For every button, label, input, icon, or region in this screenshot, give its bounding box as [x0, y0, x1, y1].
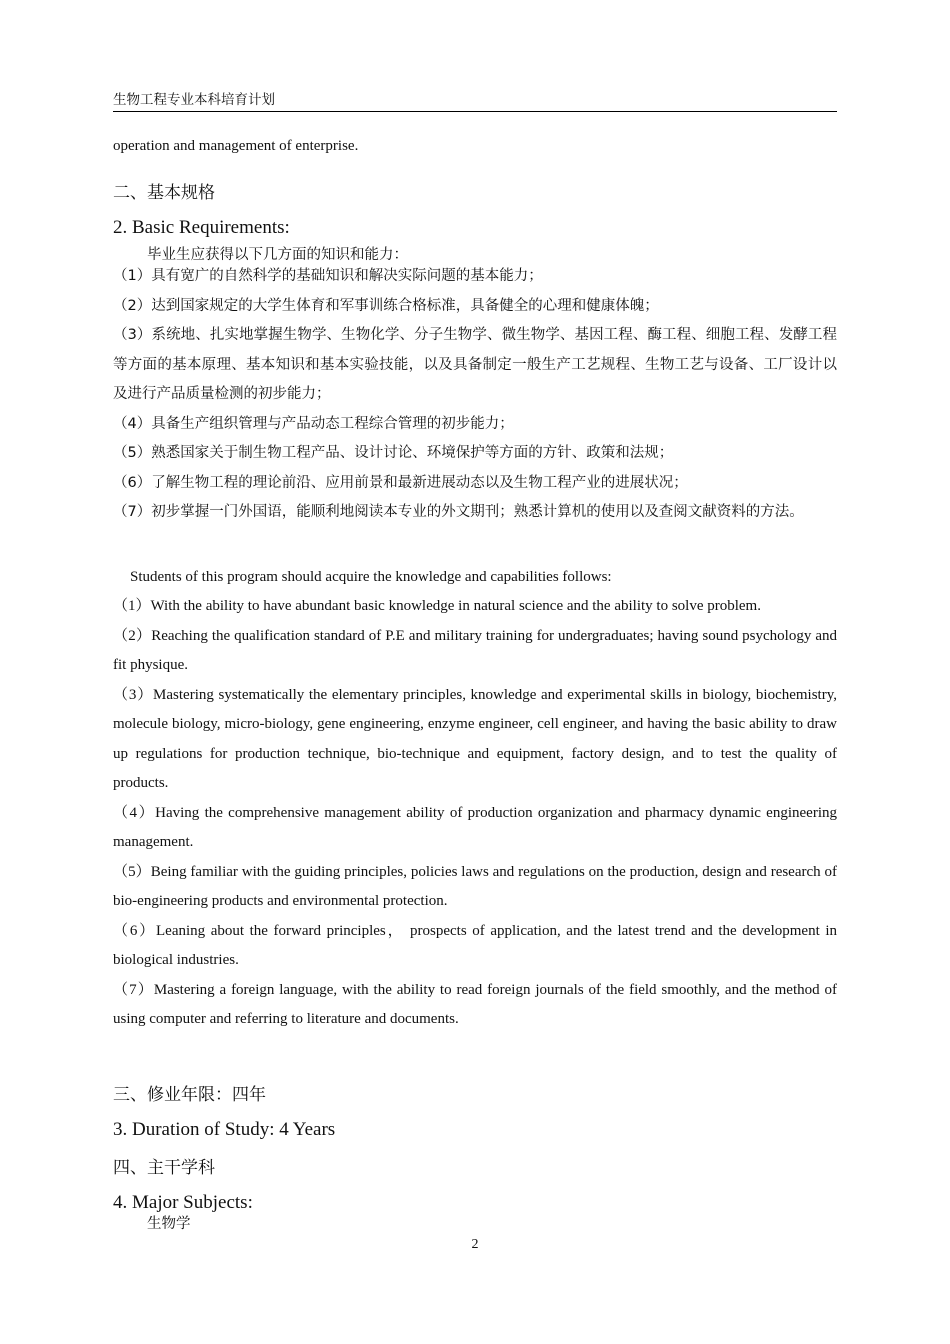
list-item: （4）具备生产组织管理与产品动态工程综合管理的初步能力； [113, 415, 514, 432]
list-item: （1）具有宽广的自然科学的基础知识和解决实际问题的基本能力； [113, 268, 543, 284]
list-item: （7）初步掌握一门外国语，能顺利地阅读本专业的外文期刊；熟悉计算机的使用以及查阅文献资料的方法。 [113, 504, 804, 520]
list-item: （1）With the ability to have abundant basic knowledge in natural science and the ability to solve problem. [113, 598, 761, 614]
list-item: （3）系统地、扎实地掌握生物学、生物化学、分子生物学、微生物学、基因工程、酶工程、细胞工程、发酵工程等方面的基本原理、基本知识和基本实验技能，以及具备制定一般生产工艺规程、生物工艺与设备、工厂设计以及进行产品质量检测的初步能力； [113, 327, 837, 402]
section4-heading-cn: 四、主干学科 [113, 1158, 215, 1178]
section2-intro-cn: 毕业生应获得以下几方面的知识和能力： [147, 247, 408, 263]
list-item: （4）Having the comprehensive management ability of production organization and pharmacy dynamic engineering management. [113, 804, 837, 850]
page-header: 生物工程专业本科培育计划 [113, 92, 837, 112]
requirements-list-cn [113, 262, 837, 528]
list-item: （7）Mastering a foreign language, with the ability to read foreign journals of the field smoothly, and the method of using computer and referring to literature and documents. [113, 981, 837, 1027]
document-page [113, 0, 837, 1344]
section2-heading-cn: 二、基本规格 [113, 183, 215, 203]
list-item: （5）熟悉国家关于制生物工程产品、设计讨论、环境保护等方面的方针、政策和法规； [113, 445, 674, 461]
list-item: （6）Leaning about the forward principles， prospects of application, and the latest trend and the development in biological industries. [113, 922, 837, 968]
list-item: （6）了解生物工程的理论前沿、应用前景和最新进展动态以及生物工程产业的进展状况； [113, 474, 688, 491]
section3-heading-en: 3. Duration of Study: 4 Years [113, 1119, 336, 1140]
continuation-text: operation and management of enterprise. [113, 138, 359, 154]
section2-heading-en: 2. Basic Requirements: [113, 217, 290, 238]
section2-intro-en: Students of this program should acquire the knowledge and capabilities follows: [130, 569, 612, 585]
list-item: （2）Reaching the qualification standard of P.E and military training for undergraduates; having sound psychology and fit physique. [113, 627, 837, 673]
requirements-list-en [113, 592, 837, 1035]
list-item: （2）达到国家规定的大学生体育和军事训练合格标准，具备健全的心理和健康体魄； [113, 297, 659, 314]
major-subject: 生物学 [147, 1216, 191, 1232]
section4-heading-en: 4. Major Subjects: [113, 1192, 253, 1213]
section3-heading-cn: 三、修业年限：四年 [113, 1085, 266, 1105]
list-item: （5）Being familiar with the guiding principles, policies laws and regulations on the production, design and research of bio-engineering products and environmental protection. [113, 863, 837, 909]
page-number: 2 [471, 1237, 479, 1252]
list-item: （3）Mastering systematically the elementary principles, knowledge and experimental skills in biology, biochemistry, molecule biology, micro-biology, gene engineering, enzyme engineer, cell engineer, and having the basic ability to draw up regulations for production technique, bio-technique and equipment, factory design, and to test the quality of products. [113, 686, 837, 791]
